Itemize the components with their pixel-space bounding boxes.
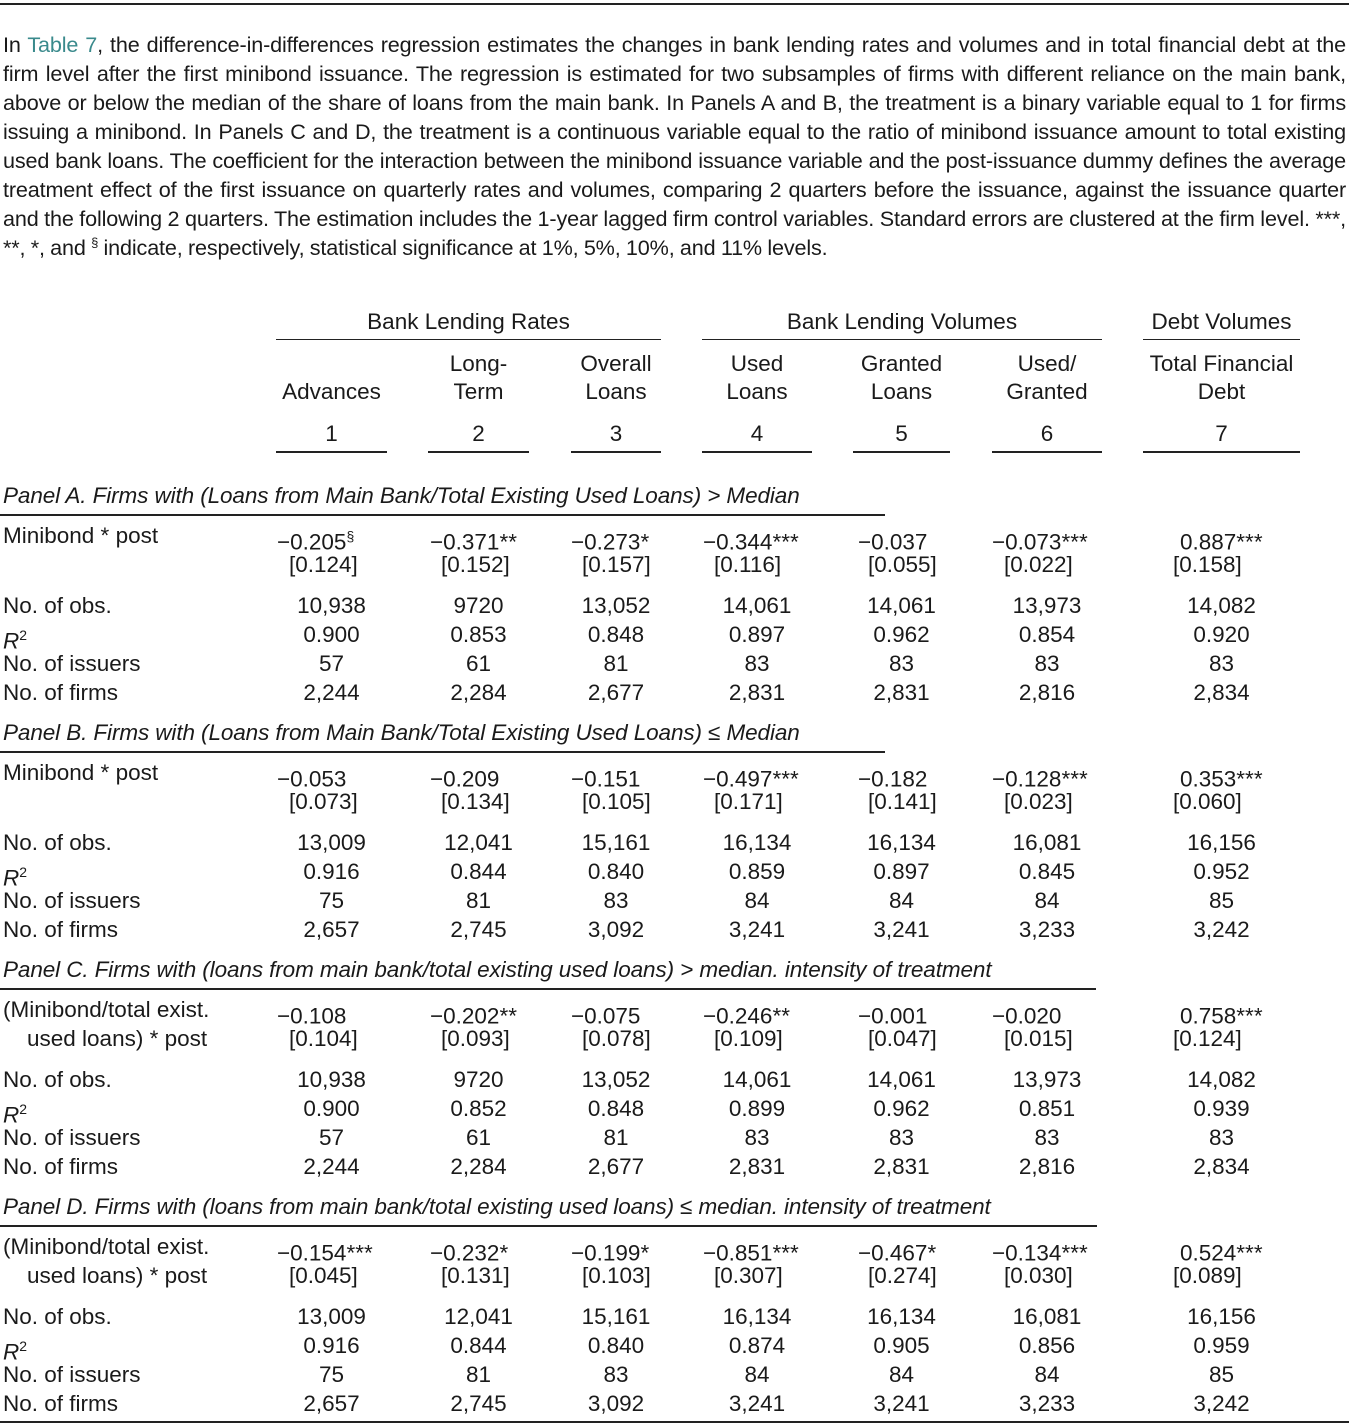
coefficient-value: 0.887*** [1180,529,1263,555]
standard-error-cell: [0.055] [868,552,937,577]
panel-rule [0,988,1096,990]
stat-cell: 13,052 [581,1067,651,1092]
standard-error-cell: [0.047] [868,1026,937,1051]
standard-error-cell: [0.124] [1173,1026,1242,1051]
standard-error-cell: [0.116] [714,552,782,577]
stat-cell: 0.845 [1018,859,1076,884]
coefficient-value: −0.001 [858,1003,928,1029]
stat-cell: 0.854 [1018,622,1076,647]
stat-cell: 0.897 [873,859,930,884]
bottom-rule [0,1421,1349,1423]
stat-cell: 16,081 [1012,1304,1082,1329]
stat-cell: 85 [1208,888,1235,913]
stat-cell: 3,092 [587,1391,645,1416]
variable-label-cont: used loans) * post [27,1263,208,1288]
coefficient-value: −0.151 [571,766,641,792]
stat-cell: 3,241 [728,917,786,942]
coefficient-value: −0.344*** [703,529,799,555]
column-rule [992,451,1102,453]
stat-cell: 2,677 [587,1154,645,1179]
stat-label-firms [3,1153,118,1181]
stat-cell: 3,233 [1018,917,1076,942]
column-number: 6 [1040,421,1054,446]
coefficient-value: −0.202** [430,1003,517,1029]
caption-prefix: In [3,32,28,57]
standard-error-cell: [0.274] [868,1263,937,1288]
stat-cell: 81 [603,651,629,676]
column-number: 4 [750,421,764,446]
stat-cell: 2,816 [1018,680,1076,705]
stat-cell: 0.840 [587,859,645,884]
group-rule [702,339,1102,340]
stat-cell: 0.848 [587,622,645,647]
stat-label-text: No. of obs. [3,1067,112,1092]
stat-cell: 0.952 [1193,859,1250,884]
standard-error-cell: [0.124] [289,552,358,577]
stat-cell: 81 [603,1125,629,1150]
panel-rule [0,514,885,516]
stat-label-firms [3,679,118,707]
panel-title: Panel D. Firms with (loans from main bank/total existing used loans) ≤ median. intensity of treatment [3,1194,991,1219]
coefficient-value: 0.524*** [1180,1240,1263,1266]
column-rule [571,451,661,453]
stat-cell: 0.844 [450,1333,507,1358]
caption-suffix: indicate, respectively, statistical significance at 1%, 5%, 10%, and 11% levels. [98,235,828,260]
coefficient-value: −0.037 [858,529,928,555]
standard-error-cell: [0.022] [1004,552,1073,577]
stat-label-text: No. of obs. [3,593,112,618]
standard-error-cell: [0.109] [714,1026,783,1051]
stat-label-firms [3,1390,118,1418]
stat-cell: 2,831 [873,680,930,705]
standard-error-cell: [0.023] [1004,789,1073,814]
coefficient-value: −0.851*** [703,1240,799,1266]
stat-cell: 61 [465,651,492,676]
column-number: 1 [325,421,338,446]
variable-label: (Minibond/total exist. [3,1234,210,1259]
stat-cell: 85 [1208,1362,1235,1387]
stat-cell: 84 [888,888,915,913]
stat-label-text: No. of issuers [3,1362,141,1387]
stat-cell: 13,973 [1012,1067,1082,1092]
stat-cell: 16,134 [867,1304,936,1329]
variable-label-cont: used loans) * post [27,1026,208,1051]
stat-label-text: No. of firms [3,917,119,942]
column-header-line2: Advances [282,379,381,404]
coefficient-value: −0.232* [430,1240,509,1266]
stat-cell: 2,834 [1193,680,1250,705]
coefficient-value: −0.199* [571,1240,650,1266]
stat-label-text: No. of issuers [3,651,141,676]
stat-cell: 2,831 [873,1154,930,1179]
stat-cell: 83 [1208,651,1235,676]
stat-label-text: No. of obs. [3,1304,112,1329]
stat-cell: 13,973 [1012,593,1082,618]
column-rule [1143,451,1300,453]
stat-cell: 83 [744,651,770,676]
r2-superscript: 2 [19,864,28,880]
coefficient-value: −0.053 [277,766,347,792]
significance-mark: § [346,528,355,544]
standard-error-cell: [0.105] [582,789,651,814]
stat-cell: 0.899 [728,1096,786,1121]
stat-cell: 57 [318,1125,345,1150]
stat-cell: 0.900 [303,1096,360,1121]
stat-label-text: R [3,865,20,891]
stat-cell: 3,233 [1018,1391,1076,1416]
stat-cell: 14,061 [722,593,792,618]
stat-cell: 12,041 [444,830,513,855]
column-header-line2: Loans [726,379,788,404]
stat-label-firms [3,916,118,944]
panel-rule [0,1225,1097,1227]
stat-cell: 75 [318,888,345,913]
column-rule [853,451,950,453]
stat-label-text: R [3,1102,20,1128]
caption-body: , the difference-in-differences regression estimates the changes in bank lending rates and volumes and in total financial debt at the firm level after the first minibond issuance. The regression is estimated for two subsamples of firms with different reliance on the main bank, above or below the median of the share of loans from the main bank. In Panels A and B, the treatment is a binary variable equal to 1 for firms issuing a minibond. In Panels C and D, the treatment is a continuous variable equal to the ratio of minibond issuance amount to total existing used bank loans. The coefficient for the interaction between the minibond issuance variable and the post-issuance dummy defines the average treatment effect of the first issuance on quarterly rates and volumes, comparing 2 quarters before the issuance, against the issuance quarter and the following 2 quarters. The estimation includes the 1-year lagged firm control variables. Standard errors are clustered at the firm level. ***, **, *, and [3,32,1346,260]
stat-cell: 9720 [453,1067,504,1092]
standard-error-cell: [0.307] [714,1263,783,1288]
stat-label-issuers [3,1124,141,1152]
stat-cell: 3,241 [873,1391,930,1416]
section-mark: § [91,234,99,250]
stat-cell: 83 [603,888,629,913]
standard-error-cell: [0.141] [868,789,937,814]
stat-cell: 2,284 [450,1154,507,1179]
stat-cell: 0.844 [450,859,507,884]
coefficient-value: −0.497*** [703,766,799,792]
stat-cell: 9720 [453,593,504,618]
panel-title: Panel A. Firms with (Loans from Main Bank/Total Existing Used Loans) > Median [3,483,800,508]
top-rule [0,3,1349,5]
stat-cell: 0.959 [1193,1333,1250,1358]
stat-cell: 2,834 [1193,1154,1250,1179]
panel-title: Panel B. Firms with (Loans from Main Bank/Total Existing Used Loans) ≤ Median [3,720,800,745]
stat-cell: 83 [1208,1125,1235,1150]
column-header-line2: Debt [1197,379,1246,404]
stat-cell: 16,156 [1187,830,1256,855]
stat-cell: 2,244 [303,1154,360,1179]
group-header-bank-lending-volumes: Bank Lending Volumes [786,309,1018,334]
stat-cell: 16,134 [722,830,792,855]
stat-cell: 84 [744,1362,770,1387]
column-header-line1: Overall [580,351,652,376]
table-caption [3,30,1346,262]
standard-error-cell: [0.045] [289,1263,358,1288]
panel-title: Panel C. Firms with (loans from main bank/total existing used loans) > median. intensity of treatment [3,957,992,982]
stat-cell: 0.962 [873,622,930,647]
coefficient-value: −0.273* [571,529,650,555]
stat-cell: 0.840 [587,1333,645,1358]
stat-cell: 0.939 [1193,1096,1250,1121]
stat-cell: 0.900 [303,622,360,647]
stat-cell: 16,156 [1187,1304,1256,1329]
stat-cell: 14,061 [867,593,936,618]
stat-cell: 2,745 [450,917,507,942]
stat-cell: 2,677 [587,680,645,705]
stat-cell: 81 [465,1362,492,1387]
column-number: 3 [609,421,623,446]
column-header-line1: Granted [860,351,943,376]
column-header-line2: Term [453,379,504,404]
stat-cell: 13,009 [297,830,366,855]
stat-cell: 14,082 [1187,593,1256,618]
stat-cell: 83 [888,651,915,676]
stat-cell: 2,657 [303,917,360,942]
stat-cell: 2,657 [303,1391,360,1416]
column-header-line2: Loans [585,379,647,404]
stat-cell: 3,092 [587,917,645,942]
stat-label-issuers [3,650,141,678]
stat-cell: 15,161 [581,830,651,855]
group-rule [1143,339,1300,340]
standard-error-cell: [0.030] [1004,1263,1073,1288]
stat-label-text: R [3,1339,20,1365]
coefficient-value: −0.205 [277,529,347,555]
stat-label-obs [3,1303,112,1331]
stat-cell: 3,241 [873,917,930,942]
variable-label: Minibond * post [3,760,159,785]
stat-cell: 14,061 [722,1067,792,1092]
coefficient-value: 0.758*** [1180,1003,1263,1029]
stat-cell: 84 [744,888,770,913]
stat-cell: 0.916 [303,1333,360,1358]
panel-rule [0,751,885,753]
stat-cell: 2,244 [303,680,360,705]
stat-cell: 83 [1034,1125,1060,1150]
stat-cell: 2,831 [728,1154,786,1179]
coefficient-value: −0.134*** [992,1240,1088,1266]
column-header-line1: Used/ [1017,351,1077,376]
standard-error-cell: [0.078] [582,1026,651,1051]
stat-cell: 83 [603,1362,629,1387]
standard-error-cell: [0.171] [714,789,783,814]
stat-cell: 57 [318,651,345,676]
stat-label-text: No. of issuers [3,888,141,913]
stat-cell: 16,081 [1012,830,1082,855]
standard-error-cell: [0.103] [582,1263,651,1288]
coefficient-value: −0.128*** [992,766,1088,792]
stat-cell: 2,284 [450,680,507,705]
stat-cell: 0.856 [1018,1333,1076,1358]
stat-cell: 3,241 [728,1391,786,1416]
stat-label-text: No. of firms [3,680,119,705]
stat-cell: 10,938 [297,593,366,618]
stat-cell: 0.916 [303,859,360,884]
stat-cell: 81 [465,888,492,913]
column-number: 5 [895,421,908,446]
standard-error-cell: [0.073] [289,789,358,814]
standard-error-cell: [0.152] [441,552,510,577]
stat-cell: 13,052 [581,593,651,618]
stat-cell: 3,242 [1193,917,1250,942]
stat-label-text: R [3,628,20,654]
standard-error-cell: [0.060] [1173,789,1242,814]
stat-cell: 83 [1034,651,1060,676]
column-header-line1: Long- [449,351,508,376]
stat-cell: 13,009 [297,1304,366,1329]
coefficient-value: −0.154*** [277,1240,373,1266]
standard-error-cell: [0.131] [441,1263,510,1288]
stat-cell: 0.905 [873,1333,930,1358]
group-rule [276,339,661,340]
stat-label-text: No. of issuers [3,1125,141,1150]
stat-cell: 75 [318,1362,345,1387]
stat-cell: 14,082 [1187,1067,1256,1092]
coefficient-value: −0.020 [992,1003,1062,1029]
coefficient-value: −0.182 [858,766,928,792]
stat-cell: 0.851 [1018,1096,1076,1121]
stat-cell: 61 [465,1125,492,1150]
standard-error-cell: [0.157] [582,552,651,577]
standard-error-cell: [0.093] [441,1026,510,1051]
variable-label: (Minibond/total exist. [3,997,210,1022]
stat-cell: 0.853 [450,622,507,647]
stat-cell: 84 [1034,888,1060,913]
column-header-line2: Granted [1006,379,1088,404]
standard-error-cell: [0.015] [1004,1026,1073,1051]
stat-cell: 12,041 [444,1304,513,1329]
stat-label-text: No. of firms [3,1391,119,1416]
r2-superscript: 2 [19,627,28,643]
column-header-line2: Loans [870,379,933,404]
stat-cell: 0.920 [1193,622,1250,647]
coefficient-value: −0.246** [703,1003,790,1029]
stat-cell: 0.874 [728,1333,786,1358]
column-number: 2 [472,421,485,446]
stat-label-issuers [3,1361,141,1389]
stat-label-issuers [3,887,141,915]
coefficient-value: −0.371** [430,529,517,555]
stat-cell: 0.897 [728,622,786,647]
stat-cell: 84 [888,1362,915,1387]
column-header-line1: Used [730,351,784,376]
standard-error-cell: [0.158] [1173,552,1242,577]
standard-error-cell: [0.089] [1173,1263,1242,1288]
group-header-debt-volumes: Debt Volumes [1151,309,1292,334]
stat-label-obs [3,592,112,620]
stat-cell: 0.962 [873,1096,930,1121]
stat-label-text: No. of obs. [3,830,112,855]
stat-cell: 83 [744,1125,770,1150]
stat-cell: 2,831 [728,680,786,705]
column-rule [702,451,812,453]
stat-label-text: No. of firms [3,1154,119,1179]
stat-cell: 2,816 [1018,1154,1076,1179]
stat-label-obs [3,1066,112,1094]
column-number: 7 [1215,421,1228,446]
standard-error-cell: [0.104] [289,1026,358,1051]
stat-cell: 10,938 [297,1067,366,1092]
variable-label: Minibond * post [3,523,159,548]
stat-label-obs [3,829,112,857]
stat-cell: 15,161 [581,1304,651,1329]
coefficient-value: −0.108 [277,1003,347,1029]
group-header-bank-lending-rates: Bank Lending Rates [367,309,570,334]
coefficient-value: −0.467* [858,1240,937,1266]
table-link[interactable]: Table 7 [27,32,98,57]
stat-cell: 3,242 [1193,1391,1250,1416]
stat-cell: 0.852 [450,1096,507,1121]
stat-cell: 0.859 [728,859,786,884]
stat-cell: 16,134 [867,830,936,855]
column-rule [428,451,529,453]
coefficient-value: −0.075 [571,1003,641,1029]
coefficient-value: −0.073*** [992,529,1088,555]
stat-cell: 83 [888,1125,915,1150]
stat-cell: 0.848 [587,1096,645,1121]
coefficient-value: 0.353*** [1180,766,1263,792]
r2-superscript: 2 [19,1338,28,1354]
stat-cell: 14,061 [867,1067,936,1092]
stat-cell: 16,134 [722,1304,792,1329]
stat-cell: 84 [1034,1362,1060,1387]
r2-superscript: 2 [19,1101,28,1117]
column-rule [276,451,387,453]
coefficient-value: −0.209 [430,766,500,792]
standard-error-cell: [0.134] [441,789,510,814]
stat-cell: 2,745 [450,1391,507,1416]
column-header-line1: Total Financial [1149,351,1294,376]
